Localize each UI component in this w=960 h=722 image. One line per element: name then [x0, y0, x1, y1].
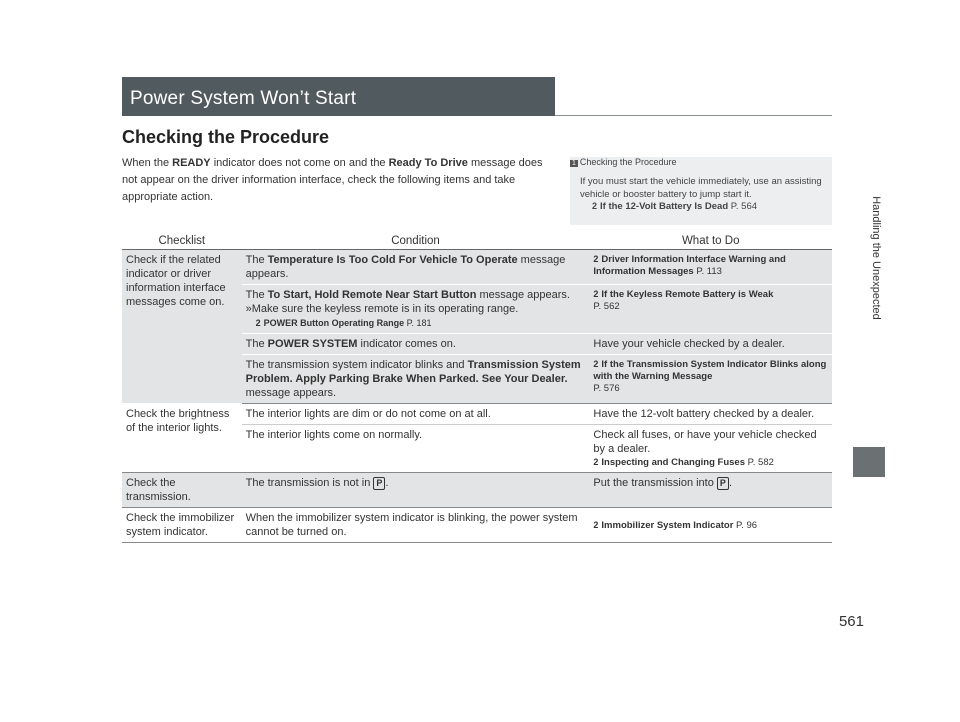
page-number: 561: [838, 613, 864, 630]
todo-cell: Have the 12-volt battery checked by a dealer.: [589, 404, 832, 425]
todo-cell: Put the transmission into P .: [589, 473, 832, 508]
side-label: Handling the Unexpected: [870, 196, 882, 320]
checklist-cell: Check the transmission.: [122, 473, 242, 508]
arrow-right-icon: »: [245, 303, 252, 315]
checklist-cell: Check the brightness of the interior lights.: [122, 404, 242, 473]
ref-page: P. 96: [736, 519, 758, 531]
condition-cell: The interior lights are dim or do not come on at all.: [242, 404, 590, 425]
header-what-to-do: What to Do: [589, 233, 832, 250]
side-label-area: [866, 92, 886, 434]
ref-label: POWER Button Operating Range: [263, 318, 405, 328]
cond-bold: POWER SYSTEM: [267, 338, 358, 350]
ref-page: P. 576: [593, 383, 620, 394]
cond-text: indicator comes on.: [357, 338, 456, 350]
park-key-icon: P: [717, 477, 729, 490]
park-key-icon: P: [373, 477, 385, 490]
sub-instruction: [246, 302, 586, 316]
cond-text: message appears.: [476, 289, 570, 301]
condition-cell: [242, 250, 590, 285]
section-title-bar: [122, 77, 555, 116]
intro-text: When the: [122, 157, 173, 169]
intro-text: indicator does not come on and the: [210, 157, 389, 169]
table-row: [122, 508, 832, 543]
cond-text: The: [245, 254, 268, 266]
cond-text: The: [245, 289, 268, 301]
cond-text: message appears.: [245, 254, 566, 280]
todo-text: Check all fuses, or have your vehicle checked by a dealer.: [593, 429, 817, 455]
ref-page: P. 181: [406, 318, 432, 328]
table-row: [122, 473, 832, 508]
reference-arrow-icon: 2: [593, 359, 599, 369]
page-heading: Checking the Procedure: [122, 127, 330, 147]
note-ref-page: P. 564: [730, 201, 758, 212]
section-title: Power System Won’t Start: [130, 88, 357, 109]
header-condition: Condition: [242, 233, 590, 250]
condition-cell: The interior lights come on normally.: [242, 425, 590, 473]
todo-reference[interactable]: [593, 456, 828, 469]
todo-reference[interactable]: [589, 285, 832, 334]
ref-page: P. 113: [696, 266, 722, 277]
note-ref-label: If the 12-Volt Battery Is Dead: [600, 201, 729, 212]
note-reference[interactable]: [592, 201, 757, 212]
reference-arrow-icon: 2: [255, 318, 261, 328]
intro-paragraph: [122, 155, 554, 206]
todo-reference[interactable]: [589, 250, 832, 285]
cond-bold: Transmission System Problem. Apply Parking Brake When Parked. See Your Dealer.: [245, 359, 581, 385]
table-row: [122, 404, 832, 425]
ref-label: Driver Information Interface Warning and Information Messages: [593, 254, 786, 277]
checklist-cell: Check if the related indicator or driver information interface messages come on.: [122, 250, 242, 404]
cond-text: message appears.: [245, 387, 337, 399]
todo-cell: [589, 425, 832, 473]
ref-page: P. 582: [747, 457, 774, 468]
header-checklist: Checklist: [122, 233, 242, 250]
intro-ready: READY: [172, 157, 211, 169]
title-rule: [555, 115, 832, 116]
todo-text: Put the transmission into: [593, 477, 714, 489]
ref-page: P. 562: [593, 301, 620, 312]
condition-cell: [242, 355, 590, 404]
intro-ready-to-drive: Ready To Drive: [388, 157, 468, 169]
reference-arrow-icon: 2: [593, 457, 599, 467]
sub-reference[interactable]: [246, 316, 586, 330]
todo-reference[interactable]: [589, 355, 832, 404]
ref-label: If the Keyless Remote Battery is Weak: [601, 289, 774, 300]
condition-cell: When the immobilizer system indicator is blinking, the power system cannot be turned on.: [242, 508, 590, 543]
condition-cell: The transmission is not in P .: [242, 473, 590, 508]
ref-label: Inspecting and Changing Fuses: [601, 457, 745, 468]
table-row: [122, 250, 832, 285]
cond-text: The: [245, 338, 268, 350]
reference-arrow-icon: 2: [593, 289, 599, 299]
ref-label: If the Transmission System Indicator Blinks along with the Warning Message: [593, 359, 827, 382]
condition-cell: [242, 285, 590, 334]
ref-label: Immobilizer System Indicator: [601, 519, 734, 531]
side-tab: [853, 447, 885, 477]
condition-cell: [242, 334, 590, 355]
side-note: [570, 157, 832, 225]
reference-arrow-icon: 2: [593, 519, 599, 530]
checklist-cell: Check the immobilizer system indicator.: [122, 508, 242, 543]
todo-reference[interactable]: [589, 508, 832, 543]
note-body: If you must start the vehicle immediately, use an assisting vehicle or booster battery to jump start it.: [580, 176, 822, 200]
reference-arrow-icon: 2: [593, 254, 599, 264]
intro-text: message does not appear on the driver information interface, check the following items and take appropriate action.: [122, 157, 543, 203]
cond-bold: Temperature Is Too Cold For Vehicle To Operate: [267, 254, 518, 266]
cond-text: The transmission is not in: [245, 477, 371, 489]
checklist-table: [122, 233, 832, 543]
cond-text: The transmission system indicator blinks and: [245, 359, 468, 371]
sub-text: Make sure the keyless remote is in its operating range.: [251, 303, 519, 315]
cond-bold: To Start, Hold Remote Near Start Button: [267, 289, 477, 301]
todo-cell: Have your vehicle checked by a dealer.: [589, 334, 832, 355]
reference-arrow-icon: 2: [592, 201, 598, 211]
note-title: 1 Checking the Procedure: [570, 157, 676, 167]
